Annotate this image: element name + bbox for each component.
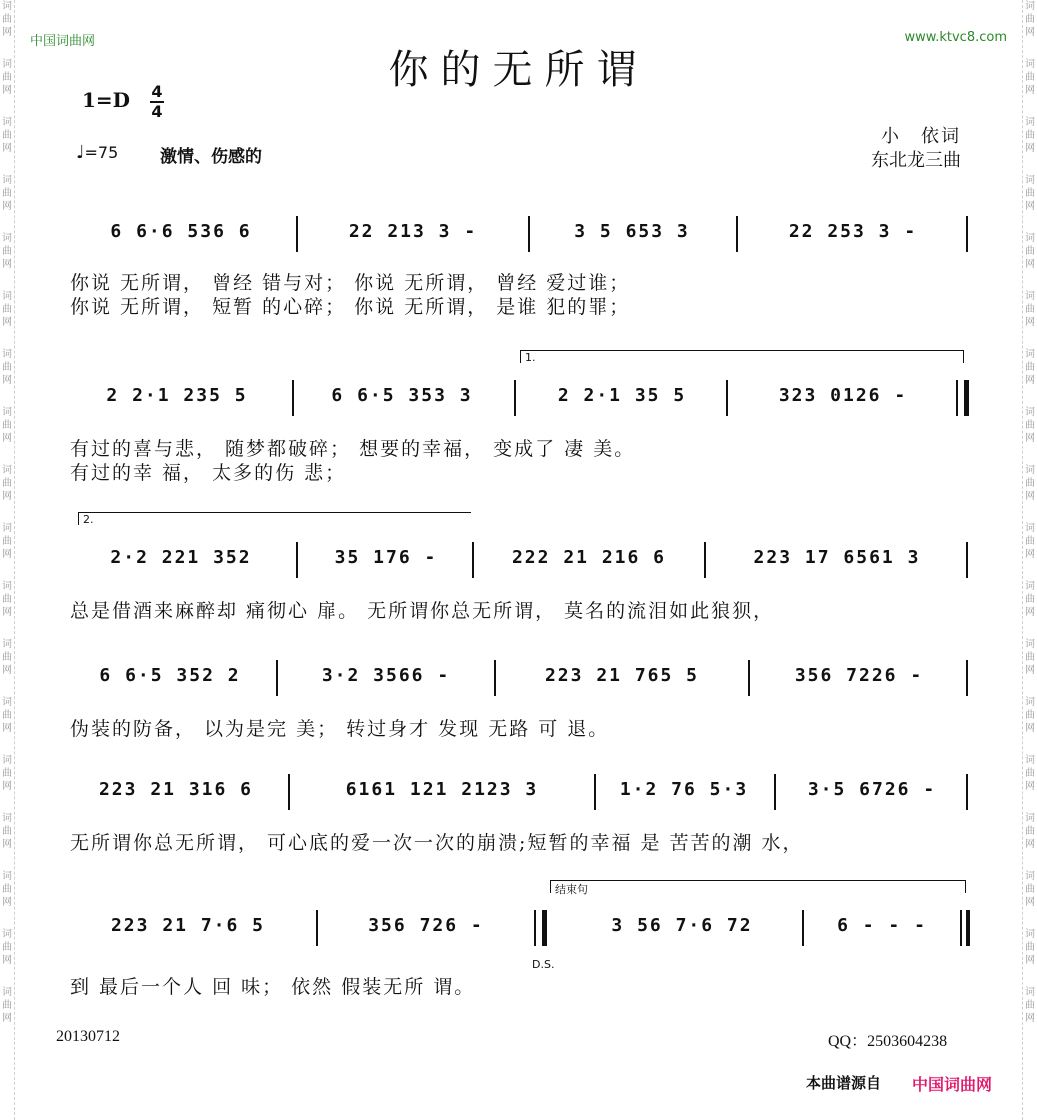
watermark-char: 词 [1025, 639, 1035, 650]
watermark-char: 词 [2, 697, 12, 708]
watermark-char: 网 [1025, 259, 1035, 270]
measure: 223 21 765 5 [544, 665, 700, 686]
watermark-char: 词 [2, 581, 12, 592]
watermark-char: 曲 [1025, 942, 1035, 953]
time-signature-top: 4 [151, 82, 163, 101]
barline [276, 660, 278, 696]
watermark-char: 网 [1025, 723, 1035, 734]
watermark-block [0, 870, 14, 909]
measure: 22 253 3 - [788, 221, 918, 242]
watermark-block [1023, 464, 1037, 503]
right-watermark-strip [1022, 0, 1037, 1120]
watermark-char: 网 [1025, 143, 1035, 154]
watermark-char: 网 [1025, 549, 1035, 560]
watermark-char: 词 [2, 407, 12, 418]
measure: 6161 121 2123 3 [345, 779, 539, 800]
measure: 223 17 6561 3 [753, 547, 921, 568]
watermark-block [1023, 580, 1037, 619]
barline [966, 216, 968, 252]
quarter-note-icon: ♩ [76, 142, 85, 163]
measure: 223 21 316 6 [98, 779, 254, 800]
lyricist-credit: 小 依词 [881, 126, 961, 147]
watermark-block [1023, 348, 1037, 387]
watermark-char: 网 [2, 955, 12, 966]
watermark-char: 词 [2, 175, 12, 186]
watermark-char: 词 [1025, 1, 1035, 12]
watermark-char: 词 [1025, 581, 1035, 592]
watermark-char: 网 [1025, 375, 1035, 386]
measure: 356 726 - [368, 915, 484, 936]
lyric-line: 有过的幸 福， 太多的伤 悲； [70, 462, 347, 484]
watermark-char: 曲 [2, 942, 12, 953]
watermark-char: 词 [2, 465, 12, 476]
watermark-char: 曲 [2, 478, 12, 489]
score-system-4 [70, 660, 970, 692]
watermark-char: 曲 [1025, 1000, 1035, 1011]
watermark-char: 网 [1025, 1013, 1035, 1024]
watermark-char: 网 [1025, 839, 1035, 850]
barline [748, 660, 750, 696]
watermark-char: 词 [1025, 349, 1035, 360]
watermark-char: 曲 [1025, 130, 1035, 141]
watermark-char: 曲 [2, 826, 12, 837]
watermark-char: 网 [2, 1013, 12, 1024]
watermark-char: 曲 [1025, 478, 1035, 489]
measure: 35 176 - [334, 547, 438, 568]
watermark-char: 曲 [1025, 246, 1035, 257]
barline [966, 774, 968, 810]
watermark-char: 词 [1025, 175, 1035, 186]
measure: 22 213 3 - [348, 221, 478, 242]
watermark-char: 曲 [1025, 304, 1035, 315]
watermark-char: 曲 [2, 72, 12, 83]
watermark-char: 曲 [1025, 710, 1035, 721]
watermark-char: 词 [2, 813, 12, 824]
watermark-block [0, 0, 14, 39]
watermark-char: 曲 [1025, 188, 1035, 199]
score-date: 20130712 [56, 1028, 120, 1045]
score-system-3 [70, 542, 970, 574]
barline [594, 774, 596, 810]
barline [966, 542, 968, 578]
score-system-5 [70, 774, 970, 806]
watermark-char: 词 [1025, 929, 1035, 940]
watermark-char: 词 [2, 349, 12, 360]
lyric-line: 你说 无所谓， 短暂 的心碎； 你说 无所谓， 是谁 犯的罪； [70, 296, 631, 318]
left-watermark-strip [0, 0, 15, 1120]
watermark-char: 网 [2, 723, 12, 734]
watermark-block [0, 754, 14, 793]
watermark-char: 词 [1025, 697, 1035, 708]
watermark-block [1023, 928, 1037, 967]
time-signature [150, 84, 164, 120]
watermark-char: 词 [2, 871, 12, 882]
watermark-char: 网 [1025, 491, 1035, 502]
watermark-block [1023, 696, 1037, 735]
watermark-char: 曲 [2, 130, 12, 141]
qq-contact: QQ：2503604238 [828, 1033, 948, 1050]
watermark-char: 词 [2, 929, 12, 940]
watermark-block [1023, 986, 1037, 1025]
watermark-char: 网 [1025, 897, 1035, 908]
watermark-block [1023, 522, 1037, 561]
watermark-char: 网 [2, 201, 12, 212]
measure: 6 6·6 536 6 [110, 221, 252, 242]
tempo-marking [76, 142, 118, 163]
measure: 6 6·5 352 2 [99, 665, 241, 686]
watermark-block [1023, 812, 1037, 851]
watermark-block [0, 638, 14, 677]
composer-credit: 东北龙三曲 [871, 150, 961, 171]
watermark-block [0, 406, 14, 445]
watermark-char: 词 [1025, 987, 1035, 998]
barline [528, 216, 530, 252]
measure: 3 56 7·6 72 [611, 915, 753, 936]
song-title: 你的无所谓 [388, 47, 649, 93]
barline [494, 660, 496, 696]
watermark-block [1023, 290, 1037, 329]
barline [316, 910, 318, 946]
lyric-line: 无所谓你总无所谓， 可心底的爱一次一次的崩溃;短暂的幸福 是 苦苦的潮 水， [70, 832, 804, 854]
watermark-char: 网 [2, 317, 12, 328]
measure: 1·2 76 5·3 [619, 779, 749, 800]
watermark-block [0, 580, 14, 619]
watermark-char: 网 [2, 839, 12, 850]
watermark-char: 网 [1025, 317, 1035, 328]
watermark-char: 网 [2, 491, 12, 502]
watermark-block [1023, 116, 1037, 155]
barline [966, 660, 968, 696]
watermark-char: 曲 [1025, 768, 1035, 779]
watermark-char: 曲 [1025, 884, 1035, 895]
first-ending-bracket: 1. [520, 350, 964, 363]
watermark-char: 网 [1025, 27, 1035, 38]
watermark-char: 曲 [2, 536, 12, 547]
watermark-char: 曲 [1025, 536, 1035, 547]
watermark-char: 词 [1025, 755, 1035, 766]
watermark-char: 网 [2, 85, 12, 96]
watermark-char: 网 [1025, 85, 1035, 96]
watermark-char: 词 [2, 59, 12, 70]
measure: 3·2 3566 - [321, 665, 451, 686]
measure: 6 - - - [837, 915, 927, 936]
source-label: 本曲谱源自 [806, 1074, 882, 1092]
score-system-6 [70, 910, 970, 942]
measure: 323 0126 - [778, 385, 908, 406]
watermark-char: 网 [2, 27, 12, 38]
watermark-block [0, 522, 14, 561]
measure: 2·2 221 352 [110, 547, 252, 568]
score-system-2 [70, 380, 970, 412]
barline [292, 380, 294, 416]
watermark-char: 曲 [2, 1000, 12, 1011]
watermark-char: 曲 [2, 652, 12, 663]
final-barline [960, 910, 970, 946]
watermark-char: 网 [1025, 955, 1035, 966]
watermark-char: 曲 [1025, 72, 1035, 83]
watermark-char: 曲 [2, 884, 12, 895]
watermark-char: 曲 [2, 594, 12, 605]
repeat-end-barline [534, 910, 547, 946]
watermark-char: 词 [2, 117, 12, 128]
watermark-char: 网 [1025, 433, 1035, 444]
watermark-char: 词 [1025, 233, 1035, 244]
watermark-block [1023, 0, 1037, 39]
measure: 3 5 653 3 [574, 221, 690, 242]
coda-bracket: 结束句 [550, 880, 966, 893]
watermark-char: 曲 [1025, 420, 1035, 431]
barline [514, 380, 516, 416]
measure: 2 2·1 235 5 [106, 385, 248, 406]
barline [704, 542, 706, 578]
watermark-char: 词 [2, 755, 12, 766]
repeat-end-barline [956, 380, 969, 416]
lyric-line: 总是借酒来麻醉却 痛彻心 扉。 无所谓你总无所谓， 莫名的流泪如此狼狈， [70, 600, 775, 622]
watermark-char: 曲 [1025, 362, 1035, 373]
measure: 356 7226 - [794, 665, 924, 686]
watermark-char: 词 [2, 639, 12, 650]
watermark-char: 曲 [1025, 594, 1035, 605]
watermark-char: 词 [2, 523, 12, 534]
watermark-char: 词 [1025, 117, 1035, 128]
watermark-char: 网 [1025, 665, 1035, 676]
watermark-char: 网 [2, 549, 12, 560]
watermark-char: 词 [1025, 871, 1035, 882]
watermark-block [0, 174, 14, 213]
watermark-block [0, 232, 14, 271]
site-name: 中国词曲网 [30, 34, 96, 49]
watermark-char: 曲 [2, 14, 12, 25]
watermark-block [0, 928, 14, 967]
watermark-block [0, 812, 14, 851]
barline [472, 542, 474, 578]
watermark-block [0, 986, 14, 1025]
barline [296, 542, 298, 578]
measure: 6 6·5 353 3 [331, 385, 473, 406]
watermark-block [1023, 754, 1037, 793]
watermark-block [0, 696, 14, 735]
watermark-char: 网 [2, 781, 12, 792]
watermark-char: 曲 [2, 768, 12, 779]
watermark-block [1023, 232, 1037, 271]
source-site-link[interactable]: 中国词曲网 [912, 1075, 993, 1094]
watermark-char: 网 [1025, 781, 1035, 792]
watermark-block [0, 464, 14, 503]
watermark-block [1023, 870, 1037, 909]
watermark-char: 词 [2, 291, 12, 302]
barline [296, 216, 298, 252]
watermark-char: 曲 [2, 246, 12, 257]
watermark-char: 词 [1025, 291, 1035, 302]
watermark-char: 网 [2, 433, 12, 444]
watermark-char: 词 [1025, 523, 1035, 534]
second-ending-bracket: 2. [78, 512, 471, 525]
lyric-line: 伪装的防备， 以为是完 美； 转过身才 发现 无路 可 退。 [70, 718, 610, 740]
watermark-char: 曲 [2, 304, 12, 315]
barline [288, 774, 290, 810]
site-url: www.ktvc8.com [904, 30, 1007, 45]
watermark-char: 网 [2, 607, 12, 618]
time-signature-bottom: 4 [151, 102, 163, 121]
dal-segno-marking: D.S. [532, 958, 555, 971]
watermark-char: 曲 [1025, 652, 1035, 663]
watermark-char: 网 [1025, 201, 1035, 212]
lyric-line: 有过的喜与悲， 随梦都破碎； 想要的幸福， 变成了 凄 美。 [70, 438, 636, 460]
watermark-char: 网 [2, 375, 12, 386]
watermark-char: 网 [2, 665, 12, 676]
watermark-char: 词 [1025, 407, 1035, 418]
watermark-block [1023, 638, 1037, 677]
barline [726, 380, 728, 416]
watermark-char: 曲 [1025, 14, 1035, 25]
watermark-char: 曲 [2, 420, 12, 431]
watermark-block [0, 290, 14, 329]
watermark-char: 词 [2, 233, 12, 244]
barline [774, 774, 776, 810]
measure: 2 2·1 35 5 [557, 385, 687, 406]
watermark-char: 网 [2, 143, 12, 154]
measure: 222 21 216 6 [511, 547, 667, 568]
watermark-char: 曲 [2, 710, 12, 721]
barline [802, 910, 804, 946]
watermark-char: 曲 [2, 362, 12, 373]
watermark-block [1023, 174, 1037, 213]
measure: 223 21 7·6 5 [110, 915, 266, 936]
watermark-block [0, 348, 14, 387]
watermark-block [1023, 406, 1037, 445]
watermark-char: 词 [1025, 59, 1035, 70]
watermark-char: 网 [2, 897, 12, 908]
watermark-char: 词 [2, 987, 12, 998]
tempo-value: =75 [84, 143, 119, 162]
watermark-char: 网 [1025, 607, 1035, 618]
lyric-line: 你说 无所谓， 曾经 错与对； 你说 无所谓， 曾经 爱过谁； [70, 272, 631, 294]
measure: 3·5 6726 - [807, 779, 937, 800]
score-system-1 [70, 216, 970, 248]
lyric-line: 到 最后一个人 回 味； 依然 假装无所 谓。 [70, 976, 476, 998]
watermark-char: 网 [2, 259, 12, 270]
watermark-char: 词 [1025, 813, 1035, 824]
watermark-char: 曲 [1025, 826, 1035, 837]
watermark-char: 词 [2, 1, 12, 12]
expression-marking: 激情、伤感的 [160, 147, 262, 167]
watermark-char: 曲 [2, 188, 12, 199]
watermark-block [0, 116, 14, 155]
key-signature: 1=D [82, 88, 131, 112]
watermark-char: 词 [1025, 465, 1035, 476]
barline [736, 216, 738, 252]
